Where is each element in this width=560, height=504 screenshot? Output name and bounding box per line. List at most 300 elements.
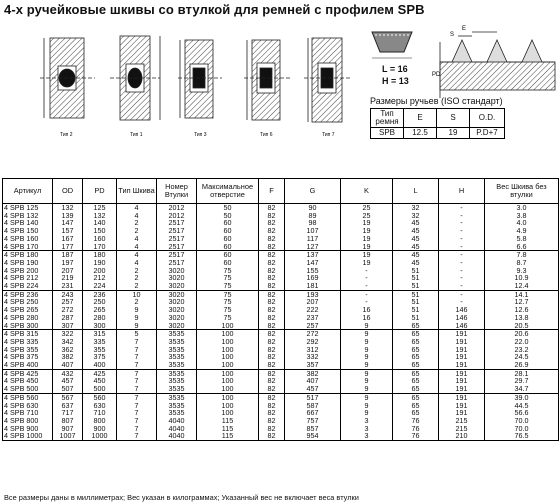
table-cell: 4.9 [485, 227, 559, 235]
table-cell: 13.8 [485, 314, 559, 322]
table-cell: 191 [439, 377, 485, 385]
table-cell: 257 [53, 298, 83, 306]
column-header: Артикул [3, 179, 53, 204]
table-cell: 82 [259, 274, 285, 282]
table-cell: 50 [197, 212, 259, 220]
article-cell: 4 SPB 160 [3, 235, 53, 243]
table-cell: 3.0 [485, 204, 559, 212]
table-cell: 3535 [157, 409, 197, 417]
article-cell: 4 SPB 710 [3, 409, 53, 417]
table-cell: 457 [53, 377, 83, 385]
article-cell: 4 SPB 265 [3, 306, 53, 314]
table-cell: 224 [83, 282, 117, 290]
table-cell: 82 [259, 267, 285, 275]
article-cell: 4 SPB 280 [3, 314, 53, 322]
table-cell: 60 [197, 251, 259, 259]
table-cell: 382 [53, 353, 83, 361]
table-cell: - [341, 267, 393, 275]
article-cell: 4 SPB 190 [3, 259, 53, 267]
table-cell: 190 [83, 259, 117, 267]
table-cell: 12.4 [485, 282, 559, 290]
table-cell: 265 [83, 306, 117, 314]
table-cell: 76 [393, 425, 439, 433]
table-cell: 355 [83, 346, 117, 354]
table-cell: 51 [393, 306, 439, 314]
pulley-type7-drawing [304, 38, 350, 122]
table-cell: 362 [53, 346, 83, 354]
table-cell: 2517 [157, 219, 197, 227]
table-cell: 2 [117, 274, 157, 282]
table-cell: - [341, 274, 393, 282]
table-cell: 7 [117, 361, 157, 369]
table-row [3, 298, 559, 306]
type-label: Тип 3 [194, 132, 207, 138]
article-cell: 4 SPB 180 [3, 251, 53, 259]
table-cell: 82 [259, 369, 285, 377]
table-cell: 567 [53, 393, 83, 401]
article-cell: 4 SPB 150 [3, 227, 53, 235]
table-cell: 7 [117, 385, 157, 393]
table-cell: 14.1 [485, 290, 559, 298]
table-cell: 82 [259, 409, 285, 417]
table-cell: 10.9 [485, 274, 559, 282]
table-cell: 20.6 [485, 330, 559, 338]
table-cell: 9 [341, 377, 393, 385]
table-cell: 3535 [157, 330, 197, 338]
table-cell: 167 [53, 235, 83, 243]
table-cell: 75 [197, 314, 259, 322]
pulley-specs-table [2, 178, 559, 441]
profile-h-label: H = 13 [382, 76, 409, 86]
table-row [3, 409, 559, 417]
table-cell: 155 [285, 267, 341, 275]
table-cell: 322 [53, 330, 83, 338]
article-cell: 4 SPB 236 [3, 290, 53, 298]
table-cell: 25 [341, 204, 393, 212]
table-cell: 2012 [157, 212, 197, 220]
table-cell: - [439, 243, 485, 251]
table-cell: 100 [197, 353, 259, 361]
table-cell: 8.7 [485, 259, 559, 267]
table-cell: 65 [393, 385, 439, 393]
table-cell: 5.8 [485, 235, 559, 243]
table-cell: 9 [117, 314, 157, 322]
table-cell: 500 [83, 385, 117, 393]
table-cell: 65 [393, 361, 439, 369]
table-cell: 300 [83, 322, 117, 330]
table-cell: 7 [117, 377, 157, 385]
table-cell: 3535 [157, 385, 197, 393]
table-cell: 210 [439, 432, 485, 440]
article-cell: 4 SPB 630 [3, 402, 53, 410]
table-cell: 147 [285, 259, 341, 267]
table-cell: 800 [83, 417, 117, 425]
article-cell: 4 SPB 800 [3, 417, 53, 425]
table-cell: 9 [341, 369, 393, 377]
table-cell: 60 [197, 219, 259, 227]
article-cell: 4 SPB 250 [3, 298, 53, 306]
table-cell: 115 [197, 432, 259, 440]
table-cell: 7 [117, 346, 157, 354]
table-cell: 207 [53, 267, 83, 275]
table-cell: 3535 [157, 393, 197, 401]
table-cell: 7 [117, 393, 157, 401]
column-header: Номер Втулки [157, 179, 197, 204]
table-cell: 257 [285, 322, 341, 330]
groove-header: O.D. [470, 109, 505, 128]
table-cell: 51 [393, 314, 439, 322]
table-cell: 191 [439, 409, 485, 417]
svg-text:E: E [462, 26, 467, 32]
table-cell: 51 [393, 290, 439, 298]
table-cell: 3020 [157, 290, 197, 298]
table-cell: 75 [197, 298, 259, 306]
table-cell: 9.3 [485, 267, 559, 275]
table-cell: 4 [117, 235, 157, 243]
table-cell: 65 [393, 353, 439, 361]
table-cell: 9 [341, 353, 393, 361]
groove-header: Тип ремня [371, 109, 404, 128]
table-cell: 332 [285, 353, 341, 361]
table-cell: 907 [53, 425, 83, 433]
table-cell: 3535 [157, 353, 197, 361]
table-cell: 4 [117, 251, 157, 259]
table-cell: 45 [393, 251, 439, 259]
table-row [3, 346, 559, 354]
table-cell: 400 [83, 361, 117, 369]
table-cell: 757 [285, 417, 341, 425]
table-row [3, 290, 559, 298]
table-cell: 4040 [157, 432, 197, 440]
table-cell: 9 [341, 393, 393, 401]
table-cell: 407 [285, 377, 341, 385]
table-cell: - [439, 290, 485, 298]
table-cell: 51 [393, 274, 439, 282]
table-cell: 3020 [157, 306, 197, 314]
table-cell: 82 [259, 417, 285, 425]
table-cell: 2 [117, 282, 157, 290]
table-cell: 65 [393, 393, 439, 401]
table-cell: 3020 [157, 322, 197, 330]
table-cell: 407 [53, 361, 83, 369]
table-cell: 16 [341, 306, 393, 314]
article-cell: 4 SPB 900 [3, 425, 53, 433]
table-cell: 50 [197, 204, 259, 212]
table-cell: 20.5 [485, 322, 559, 330]
table-cell: 82 [259, 227, 285, 235]
groove-cell: SPB [371, 128, 404, 139]
table-cell: 9 [341, 330, 393, 338]
table-cell: 82 [259, 219, 285, 227]
table-cell: 82 [259, 282, 285, 290]
table-cell: 9 [341, 361, 393, 369]
table-cell: 65 [393, 322, 439, 330]
table-cell: 807 [53, 417, 83, 425]
table-cell: - [439, 212, 485, 220]
table-cell: 82 [259, 204, 285, 212]
table-cell: 3020 [157, 314, 197, 322]
pulley-type1-drawing [110, 36, 160, 120]
table-cell: 3535 [157, 338, 197, 346]
table-cell: 100 [197, 330, 259, 338]
table-cell: 12.7 [485, 298, 559, 306]
table-cell: 3535 [157, 369, 197, 377]
table-row [3, 369, 559, 377]
table-cell: 82 [259, 306, 285, 314]
table-cell: 215 [439, 417, 485, 425]
table-cell: 23.2 [485, 346, 559, 354]
column-header: G [285, 179, 341, 204]
page-title: 4-х ручейковые шкивы со втулкой для ремней с профилем SPB [4, 2, 425, 17]
profile-l-label: L = 16 [382, 64, 408, 74]
table-cell: 315 [83, 330, 117, 338]
table-cell: 82 [259, 212, 285, 220]
table-cell: 75 [197, 290, 259, 298]
article-cell: 4 SPB 224 [3, 282, 53, 290]
table-cell: - [439, 235, 485, 243]
article-cell: 4 SPB 200 [3, 267, 53, 275]
table-cell: 191 [439, 361, 485, 369]
article-cell: 4 SPB 300 [3, 322, 53, 330]
groove-cell: 12.5 [404, 128, 437, 139]
table-cell: 954 [285, 432, 341, 440]
table-cell: 82 [259, 353, 285, 361]
table-cell: 375 [83, 353, 117, 361]
table-row [3, 330, 559, 338]
table-cell: 60 [197, 235, 259, 243]
table-cell: 191 [439, 393, 485, 401]
table-cell: 82 [259, 251, 285, 259]
pulley-type6-drawing [244, 40, 290, 120]
table-cell: 60 [197, 259, 259, 267]
table-row [3, 306, 559, 314]
table-cell: 125 [83, 204, 117, 212]
table-cell: 115 [197, 417, 259, 425]
table-cell: - [439, 267, 485, 275]
table-row [3, 204, 559, 212]
table-cell: 312 [285, 346, 341, 354]
table-cell: 450 [83, 377, 117, 385]
pulley-type2-drawing [40, 38, 95, 118]
table-cell: 10 [117, 290, 157, 298]
table-row [3, 361, 559, 369]
table-body [3, 204, 559, 441]
table-cell: 507 [53, 385, 83, 393]
table-cell: 191 [439, 369, 485, 377]
table-cell: 432 [53, 369, 83, 377]
table-cell: 45 [393, 235, 439, 243]
table-cell: 9 [341, 346, 393, 354]
table-cell: 207 [285, 298, 341, 306]
table-cell: - [439, 219, 485, 227]
table-row [3, 274, 559, 282]
table-cell: 45 [393, 259, 439, 267]
table-cell: 200 [83, 267, 117, 275]
table-cell: 65 [393, 402, 439, 410]
table-cell: 1000 [83, 432, 117, 440]
table-row [3, 219, 559, 227]
table-cell: 191 [439, 402, 485, 410]
table-cell: 177 [53, 243, 83, 251]
table-cell: 4040 [157, 425, 197, 433]
table-row [3, 377, 559, 385]
table-cell: 3535 [157, 346, 197, 354]
table-cell: 2 [117, 267, 157, 275]
table-cell: 181 [285, 282, 341, 290]
table-cell: 100 [197, 338, 259, 346]
table-row [3, 282, 559, 290]
table-cell: - [439, 251, 485, 259]
table-row [3, 353, 559, 361]
table-cell: 28.1 [485, 369, 559, 377]
table-row [3, 227, 559, 235]
table-cell: 342 [53, 338, 83, 346]
table-cell: 219 [53, 274, 83, 282]
table-row [3, 243, 559, 251]
table-row [3, 338, 559, 346]
table-cell: 231 [53, 282, 83, 290]
table-cell: 3020 [157, 267, 197, 275]
table-cell: - [341, 282, 393, 290]
table-cell: 76 [393, 417, 439, 425]
column-header: Тип Шкива [117, 179, 157, 204]
table-cell: 7 [117, 417, 157, 425]
table-cell: 630 [83, 402, 117, 410]
pulley-type3-drawing [178, 40, 222, 118]
table-cell: 7 [117, 425, 157, 433]
table-cell: 70.0 [485, 425, 559, 433]
table-cell: 2 [117, 219, 157, 227]
table-cell: 9 [341, 402, 393, 410]
groove-table [370, 108, 505, 139]
table-cell: - [439, 274, 485, 282]
table-cell: 115 [197, 425, 259, 433]
table-cell: 39.0 [485, 393, 559, 401]
groove-section-drawing [440, 32, 555, 98]
table-cell: 82 [259, 290, 285, 298]
table-cell: 287 [53, 314, 83, 322]
table-cell: 4 [117, 243, 157, 251]
table-cell: 191 [439, 353, 485, 361]
table-cell: 60 [197, 227, 259, 235]
table-cell: 272 [53, 306, 83, 314]
table-cell: 100 [197, 409, 259, 417]
table-row [3, 314, 559, 322]
table-cell: 32 [393, 212, 439, 220]
table-cell: 3535 [157, 377, 197, 385]
column-header: Вес Шкива без втулки [485, 179, 559, 204]
table-row [3, 322, 559, 330]
table-cell: 65 [393, 338, 439, 346]
table-cell: - [439, 227, 485, 235]
table-header-row [3, 179, 559, 204]
table-cell: 560 [83, 393, 117, 401]
table-cell: 4.0 [485, 219, 559, 227]
table-cell: 51 [393, 282, 439, 290]
table-cell: 170 [83, 243, 117, 251]
table-row [3, 212, 559, 220]
svg-text:S: S [450, 32, 455, 38]
table-cell: 191 [439, 330, 485, 338]
table-cell: 16 [341, 314, 393, 322]
table-cell: 191 [439, 385, 485, 393]
table-cell: 3 [341, 432, 393, 440]
table-cell: 187 [53, 251, 83, 259]
column-header: H [439, 179, 485, 204]
table-cell: 2 [117, 298, 157, 306]
table-cell: 32 [393, 204, 439, 212]
table-cell: 82 [259, 259, 285, 267]
table-cell: 65 [393, 330, 439, 338]
table-cell: 82 [259, 377, 285, 385]
table-cell: 82 [259, 298, 285, 306]
table-cell: 7.8 [485, 251, 559, 259]
table-cell: 3535 [157, 402, 197, 410]
table-cell: 100 [197, 377, 259, 385]
table-cell: 4 [117, 259, 157, 267]
table-cell: 7 [117, 402, 157, 410]
table-cell: 82 [259, 235, 285, 243]
table-cell: 357 [285, 361, 341, 369]
table-cell: 19 [341, 235, 393, 243]
table-cell: 150 [83, 227, 117, 235]
groove-cell: 19 [437, 128, 470, 139]
pulley-drawings [0, 18, 560, 168]
table-cell: 292 [285, 338, 341, 346]
table-cell: 82 [259, 432, 285, 440]
table-cell: 9 [341, 338, 393, 346]
article-cell: 4 SPB 375 [3, 353, 53, 361]
table-cell: 9 [117, 322, 157, 330]
table-row [3, 402, 559, 410]
table-cell: 9 [341, 322, 393, 330]
table-cell: 9 [341, 385, 393, 393]
article-cell: 4 SPB 140 [3, 219, 53, 227]
table-row [3, 393, 559, 401]
table-cell: 25 [341, 212, 393, 220]
table-cell: 82 [259, 314, 285, 322]
table-cell: 4 [117, 212, 157, 220]
type-label: Тип 7 [322, 132, 335, 138]
table-row [3, 267, 559, 275]
table-cell: 250 [83, 298, 117, 306]
table-cell: 5 [117, 330, 157, 338]
footer-note: Все размеры даны в миллиметрах; Вес указан в килограммах; Указанный вес не включает веса втулки [4, 493, 359, 502]
table-row [3, 425, 559, 433]
table-cell: - [439, 298, 485, 306]
article-cell: 4 SPB 170 [3, 243, 53, 251]
table-cell: 100 [197, 402, 259, 410]
article-cell: 4 SPB 132 [3, 212, 53, 220]
article-cell: 4 SPB 125 [3, 204, 53, 212]
table-cell: 45 [393, 219, 439, 227]
table-cell: 2517 [157, 243, 197, 251]
table-cell: 19 [341, 243, 393, 251]
article-cell: 4 SPB 355 [3, 346, 53, 354]
table-cell: 2517 [157, 235, 197, 243]
table-cell: 100 [197, 369, 259, 377]
table-cell: 82 [259, 322, 285, 330]
table-cell: 4 [117, 204, 157, 212]
table-cell: 236 [83, 290, 117, 298]
column-header: K [341, 179, 393, 204]
table-cell: 307 [53, 322, 83, 330]
table-cell: 3020 [157, 282, 197, 290]
table-cell: 70.0 [485, 417, 559, 425]
table-cell: 215 [439, 425, 485, 433]
table-cell: 82 [259, 361, 285, 369]
table-cell: - [439, 204, 485, 212]
